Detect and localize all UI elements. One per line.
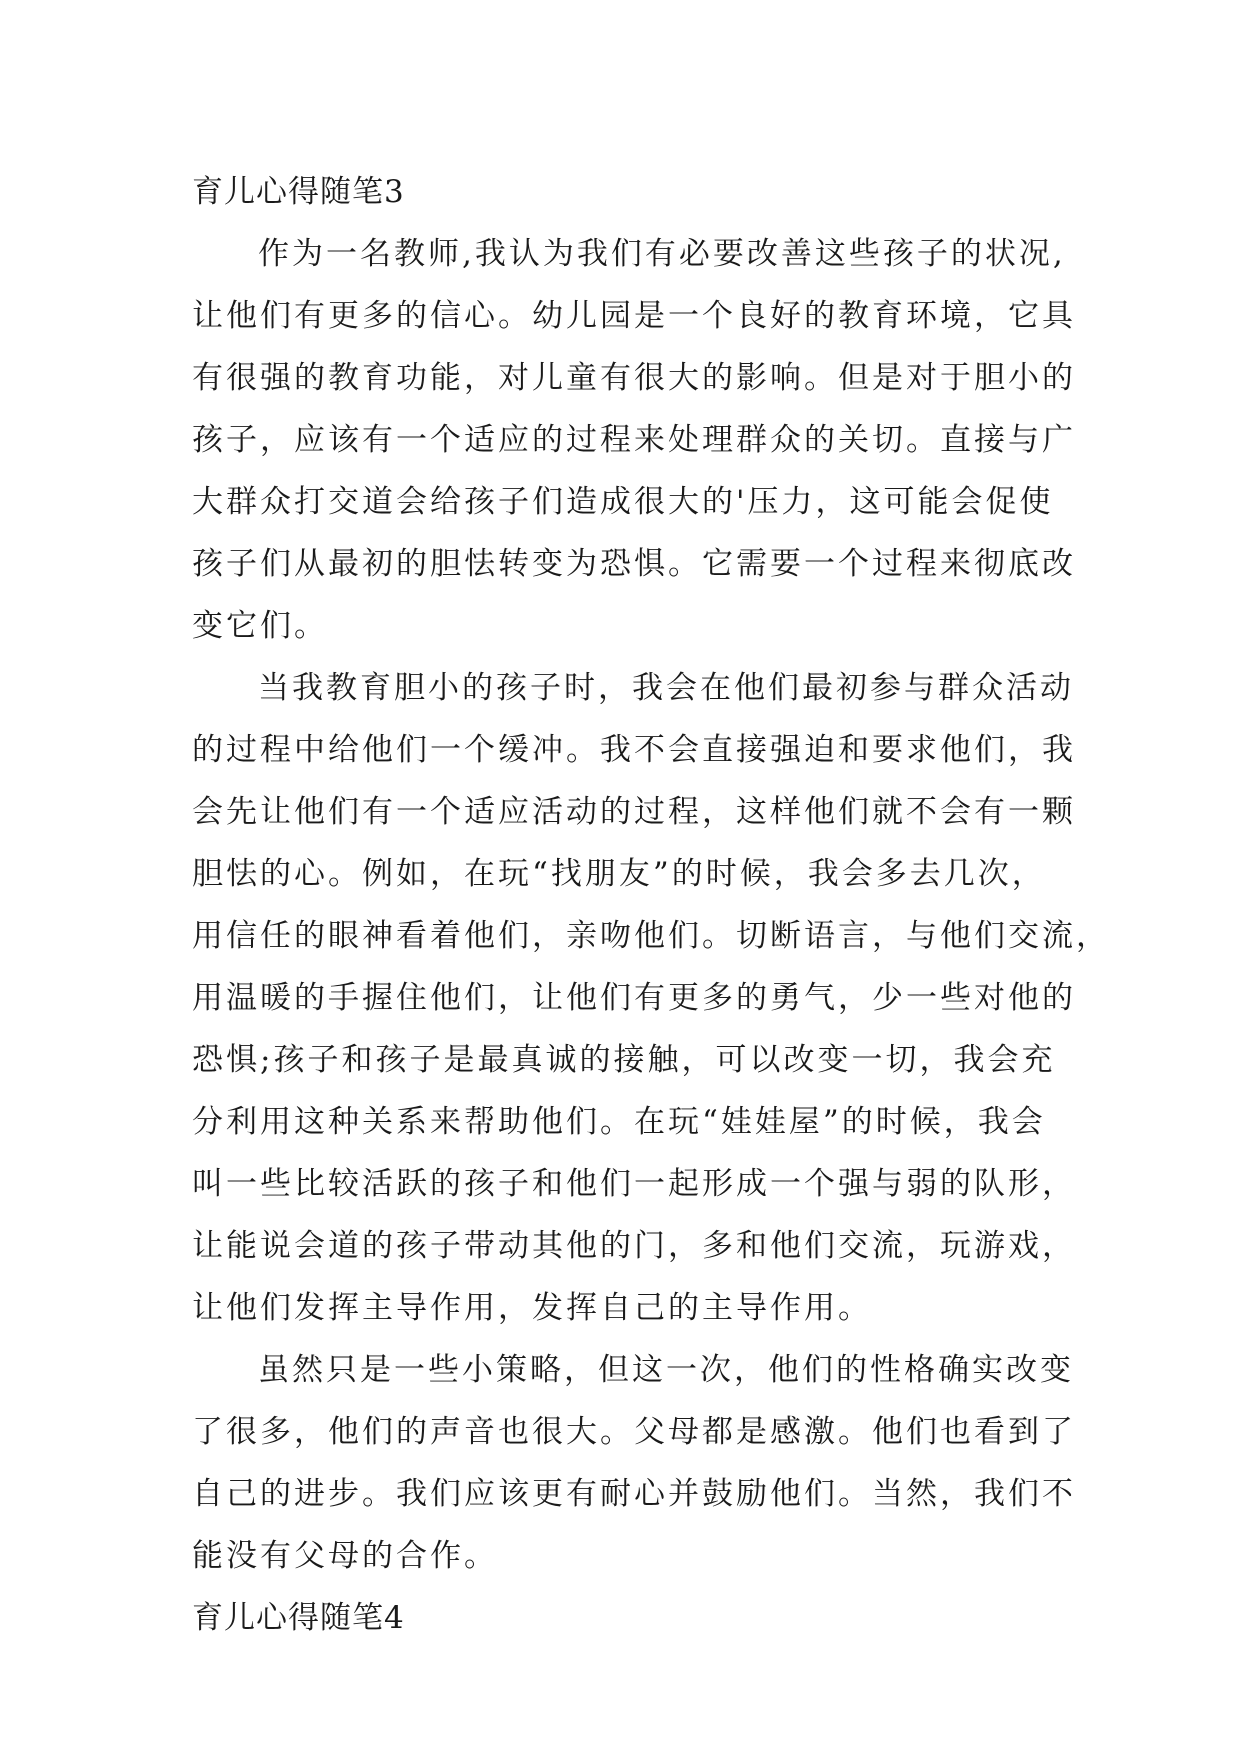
paragraph-line: 让他们有更多的信心。幼儿园是一个良好的教育环境，它具: [192, 298, 1076, 334]
document-body: [192, 161, 1110, 1649]
paragraph-line: 用信任的眼神看着他们，亲吻他们。切断语言，与他们交流，: [192, 918, 1110, 954]
paragraph-2: [192, 657, 1110, 1339]
paragraph-line: 自己的进步。我们应该更有耐心并鼓励他们。当然，我们不: [192, 1476, 1076, 1512]
paragraph-line: 叫一些比较活跃的孩子和他们一起形成一个强与弱的队形，: [192, 1166, 1076, 1202]
paragraph-3: [192, 1339, 1092, 1587]
paragraph-line: 能没有父母的合作。: [192, 1538, 498, 1574]
paragraph-line: 恐惧;孩子和孩子是最真诚的接触，可以改变一切，我会充: [192, 1042, 1056, 1078]
paragraph-1: [192, 223, 1092, 657]
paragraph-line: 的过程中给他们一个缓冲。我不会直接强迫和要求他们，我: [192, 732, 1076, 768]
paragraph-line: 让他们发挥主导作用，发挥自己的主导作用。: [192, 1290, 872, 1326]
section-heading-4: 育儿心得随笔4: [192, 1600, 405, 1636]
paragraph-line: 分利用这种关系来帮助他们。在玩“娃娃屋”的时候，我会: [192, 1104, 1046, 1140]
paragraph-line: 让能说会道的孩子带动其他的门，多和他们交流，玩游戏，: [192, 1228, 1076, 1264]
paragraph-line: 大群众打交道会给孩子们造成很大的'压力，这可能会促使: [192, 484, 1054, 520]
paragraph-line: 虽然只是一些小策略，但这一次，他们的性格确实改变: [258, 1352, 1074, 1388]
paragraph-line: 变它们。: [192, 608, 328, 644]
paragraph-line: 当我教育胆小的孩子时，我会在他们最初参与群众活动: [258, 670, 1074, 706]
paragraph-line: 胆怯的心。例如，在玩“找朋友”的时候，我会多去几次，: [192, 856, 1046, 892]
paragraph-line: 作为一名教师,我认为我们有必要改善这些孩子的状况,: [258, 236, 1066, 272]
section-heading-3: 育儿心得随笔3: [192, 174, 405, 210]
paragraph-line: 会先让他们有一个适应活动的过程，这样他们就不会有一颗: [192, 794, 1076, 830]
paragraph-line: 有很强的教育功能，对儿童有很大的影响。但是对于胆小的: [192, 360, 1076, 396]
paragraph-line: 用温暖的手握住他们，让他们有更多的勇气，少一些对他的: [192, 980, 1076, 1016]
paragraph-line: 了很多，他们的声音也很大。父母都是感激。他们也看到了: [192, 1414, 1076, 1450]
paragraph-line: 孩子们从最初的胆怯转变为恐惧。它需要一个过程来彻底改: [192, 546, 1076, 582]
paragraph-line: 孩子，应该有一个适应的过程来处理群众的关切。直接与广: [192, 422, 1076, 458]
